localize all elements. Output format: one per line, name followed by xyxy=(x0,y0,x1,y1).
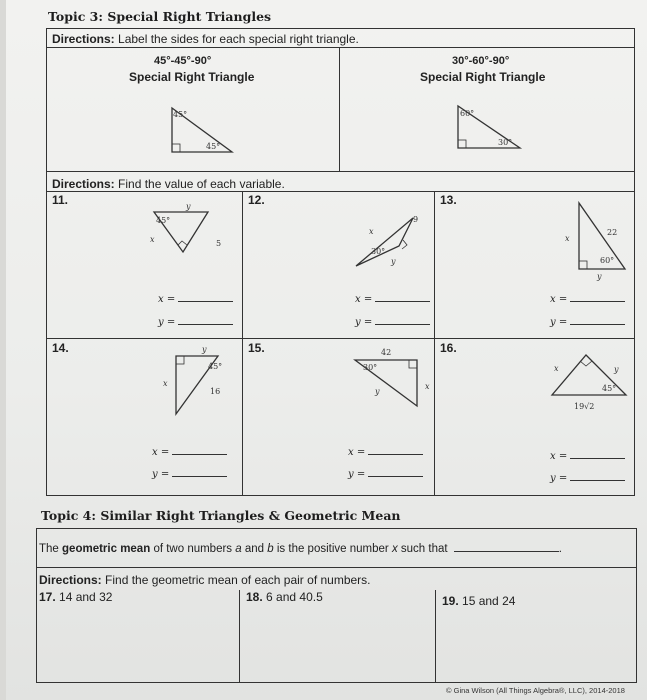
svg-text:y: y xyxy=(375,387,380,396)
svg-text:x: x xyxy=(565,234,570,243)
svg-text:45°: 45° xyxy=(208,362,223,371)
svg-text:16: 16 xyxy=(210,387,221,396)
svg-text:y: y xyxy=(202,345,207,354)
svg-text:22: 22 xyxy=(607,228,618,237)
figure-11 xyxy=(146,200,236,260)
answer-y-13: y = xyxy=(550,316,625,328)
answer-y-16: y = xyxy=(550,472,625,484)
answer-blank[interactable] xyxy=(375,293,430,302)
problem-number: 11. xyxy=(52,193,69,207)
svg-text:x: x xyxy=(163,379,168,388)
definition-blank[interactable] xyxy=(454,543,559,552)
table3-col-divider-1 xyxy=(239,590,240,682)
table3-bottom-border xyxy=(36,682,637,683)
table-left-border xyxy=(46,28,47,496)
table2-bottom-border xyxy=(46,495,635,496)
topic-4-heading: Topic 4: Similar Right Triangles & Geometric Mean xyxy=(41,508,401,523)
problem-number: 12. xyxy=(248,193,265,207)
answer-y-14: y = xyxy=(152,468,227,480)
special-left-name: Special Right Triangle xyxy=(129,70,255,84)
table3-col-divider-2 xyxy=(435,590,436,682)
answer-blank[interactable] xyxy=(172,446,227,455)
table3-top-border xyxy=(36,528,637,529)
svg-text:x: x xyxy=(150,235,155,244)
answer-blank[interactable] xyxy=(375,316,430,325)
gm-problem-18: 18. 6 and 40.5 xyxy=(246,590,323,604)
answer-x-14: x = xyxy=(152,446,227,458)
answer-blank[interactable] xyxy=(368,468,423,477)
topic-3-heading: Topic 3: Special Right Triangles xyxy=(48,9,272,24)
angle-label: 45° xyxy=(206,142,221,151)
directions-3: Directions: Find the geometric mean of each pair of numbers. xyxy=(39,573,371,587)
directions-1: Directions: Label the sides for each special right triangle. xyxy=(52,32,359,46)
table3-right-border xyxy=(636,528,637,683)
svg-text:x: x xyxy=(425,382,430,391)
problem-number: 15. xyxy=(248,341,265,355)
svg-text:y: y xyxy=(614,365,619,374)
svg-text:y: y xyxy=(186,202,191,211)
answer-y-12: y = xyxy=(355,316,430,328)
special-left-angles: 45°-45°-90° xyxy=(154,55,212,67)
table3-row-divider xyxy=(36,567,637,568)
figure-12 xyxy=(351,210,431,272)
figure-13 xyxy=(561,195,636,285)
angle-label: 45° xyxy=(173,110,188,119)
problem-number: 13. xyxy=(440,193,457,207)
answer-x-11: x = xyxy=(158,293,233,305)
svg-text:y: y xyxy=(597,272,602,281)
angle-label: 60° xyxy=(460,109,475,118)
table3-left-border xyxy=(36,528,37,683)
answer-blank[interactable] xyxy=(570,472,625,481)
svg-text:30°: 30° xyxy=(363,363,378,372)
answer-y-15: y = xyxy=(348,468,423,480)
figure-15 xyxy=(351,342,441,417)
triangle-30-60-90 xyxy=(450,100,540,160)
worksheet-page xyxy=(6,0,647,700)
problem-number: 14. xyxy=(52,341,69,355)
answer-x-15: x = xyxy=(348,446,423,458)
svg-text:30°: 30° xyxy=(371,247,386,256)
angle-label: 30° xyxy=(498,138,513,147)
answer-blank[interactable] xyxy=(570,316,625,325)
svg-text:y: y xyxy=(391,257,396,266)
triangle-45-45-90 xyxy=(164,100,244,160)
figure-16 xyxy=(546,345,646,415)
special-right-angles: 30°-60°-90° xyxy=(452,55,510,67)
table2-row-divider xyxy=(46,338,635,339)
svg-text:45°: 45° xyxy=(156,216,171,225)
answer-blank[interactable] xyxy=(570,450,625,459)
answer-y-11: y = xyxy=(158,316,233,328)
table1-header-divider xyxy=(46,47,635,48)
special-right-name: Special Right Triangle xyxy=(420,70,546,84)
gm-problem-19: 19. 15 and 24 xyxy=(442,594,516,608)
svg-text:5: 5 xyxy=(216,239,222,248)
answer-blank[interactable] xyxy=(570,293,625,302)
svg-text:x: x xyxy=(369,227,374,236)
copyright-footer: © Gina Wilson (All Things Algebra®, LLC), 2014-2018 xyxy=(446,686,625,695)
table1-bottom-border xyxy=(46,171,635,172)
directions-2: Directions: Find the value of each variable. xyxy=(52,177,285,191)
gm-problem-17: 17. 14 and 32 xyxy=(39,590,113,604)
table2-header-divider xyxy=(46,191,635,192)
svg-text:9: 9 xyxy=(413,215,419,224)
answer-x-13: x = xyxy=(550,293,625,305)
table1-middle-divider xyxy=(339,47,340,171)
answer-x-12: x = xyxy=(355,293,430,305)
answer-blank[interactable] xyxy=(178,316,233,325)
geometric-mean-definition: The geometric mean of two numbers a and b is the positive number x such that . xyxy=(39,543,562,555)
svg-text:45°: 45° xyxy=(602,384,617,393)
answer-x-16: x = xyxy=(550,450,625,462)
table1-top-border xyxy=(46,28,635,29)
figure-14 xyxy=(156,342,246,422)
answer-blank[interactable] xyxy=(178,293,233,302)
answer-blank[interactable] xyxy=(368,446,423,455)
svg-text:42: 42 xyxy=(381,348,392,357)
problem-number: 16. xyxy=(440,341,457,355)
svg-text:19√2: 19√2 xyxy=(574,402,595,411)
svg-text:60°: 60° xyxy=(600,256,615,265)
answer-blank[interactable] xyxy=(172,468,227,477)
svg-text:x: x xyxy=(554,364,559,373)
